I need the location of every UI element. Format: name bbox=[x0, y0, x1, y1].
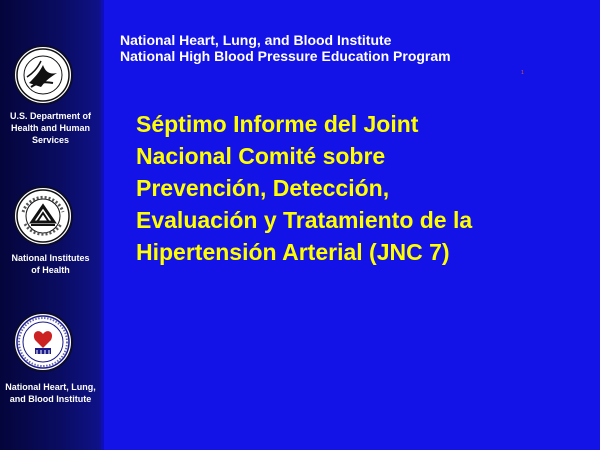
nhlbi-seal-icon bbox=[13, 312, 73, 372]
hhs-seal-icon bbox=[13, 45, 73, 105]
header-line-institute: National Heart, Lung, and Blood Institute bbox=[120, 32, 392, 48]
nih-label: National Institutes of Health bbox=[11, 253, 90, 275]
slide-title: Séptimo Informe del Joint Nacional Comité sobre Prevención, Detección, Evaluación y Tratamiento de la Hipertensión Arterial (JNC 7) bbox=[136, 111, 473, 265]
nhlbi-label: National Heart, Lung, and Blood Institute bbox=[5, 382, 96, 404]
slide-number: 1 bbox=[521, 70, 524, 76]
hhs-label: U.S. Department of Health and Human Services bbox=[9, 111, 91, 145]
program-header bbox=[120, 32, 451, 64]
header-line-program: National High Blood Pressure Education Program bbox=[120, 48, 451, 64]
nih-seal-icon bbox=[13, 186, 73, 246]
agency-sidebar bbox=[0, 0, 103, 450]
